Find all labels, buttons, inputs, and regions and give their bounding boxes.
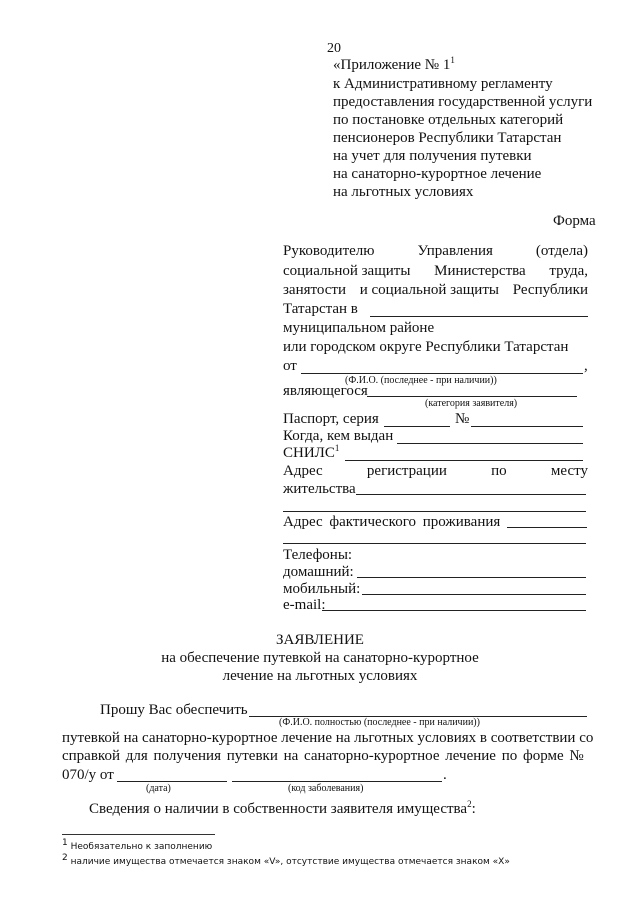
body-line-2: справкой для получения путевки на санаторно-курортное лечение по форме №: [62, 748, 584, 764]
registration-word: регистрации: [366, 463, 447, 479]
snils-line[interactable]: [345, 460, 583, 461]
property-footnote-mark: 2: [467, 799, 472, 809]
passport-series-label: Паспорт, серия: [283, 411, 379, 427]
snils-text: СНИЛС: [283, 445, 335, 461]
actual-address-line-2[interactable]: [283, 543, 586, 544]
registration-word: месту: [550, 463, 588, 479]
appendix-line: на льготных условиях: [333, 184, 474, 200]
statement-subtitle-1: на обеспечение путевкой на санаторно-курортное: [161, 650, 479, 666]
mobile-phone-line[interactable]: [362, 594, 586, 595]
statement-subtitle-2: лечение на льготных условиях: [222, 668, 418, 684]
addressee-line-4: Татарстан в: [283, 301, 358, 317]
appendix-line: пенсионеров Республики Татарстан: [333, 130, 562, 146]
addressee-line-3: [283, 281, 588, 299]
category-caption: (категория заявителя): [425, 398, 518, 409]
addressee-line-1: [283, 242, 588, 260]
registration-word: Адрес: [283, 463, 323, 479]
appendix-title-text: «Приложение № 1: [333, 57, 451, 73]
fio-full-caption: (Ф.И.О. полностью (последнее - при наличии)): [279, 717, 480, 728]
registration-row: [283, 462, 588, 480]
home-phone-label: домашний:: [283, 564, 354, 580]
disease-code-line[interactable]: [232, 781, 442, 782]
footnote-separator: [62, 834, 215, 835]
residence-label: жительства: [283, 481, 356, 497]
passport-number-label: №: [455, 411, 470, 427]
passport-series-line[interactable]: [384, 426, 450, 427]
snils-label: [283, 444, 339, 462]
addressee-word: Республики: [512, 282, 588, 298]
date-line[interactable]: [117, 781, 227, 782]
actual-address-label: Адрес фактического проживания: [283, 514, 501, 530]
appendix-title: [333, 56, 455, 74]
passport-number-line[interactable]: [471, 426, 583, 427]
appendix-line: по постановке отдельных категорий: [333, 112, 564, 128]
addressee-word: труда,: [549, 263, 588, 279]
from-label: от: [283, 358, 297, 374]
email-label: e-mail:: [283, 597, 326, 613]
property-heading: [89, 800, 476, 818]
footnote-1: [62, 838, 213, 853]
disease-code-caption: (код заболевания): [288, 783, 364, 794]
property-heading-colon: :: [471, 801, 476, 817]
addressee-word: занятости: [283, 282, 346, 298]
statement-title: ЗАЯВЛЕНИЕ: [276, 632, 364, 648]
addressee-word: (отдела): [535, 243, 588, 259]
addressee-word: Руководителю: [283, 243, 375, 259]
body-line-3: 070/у от: [62, 767, 114, 783]
footnote-1-text: Необязательно к заполнению: [70, 842, 213, 852]
applicant-name-line[interactable]: [301, 373, 583, 374]
footnote-2-text: наличие имущества отмечается знаком «V», отсутствие имущества отмечается знаком «Х»: [70, 857, 510, 867]
phones-label: Телефоны:: [283, 547, 353, 563]
mobile-phone-label: мобильный:: [283, 581, 361, 597]
property-heading-text: Сведения о наличии в собственности заявителя имущества: [89, 801, 468, 817]
category-line[interactable]: [367, 396, 577, 397]
page-number: 20: [327, 41, 341, 56]
issued-line[interactable]: [397, 443, 583, 444]
registration-word: по: [491, 463, 507, 479]
footnote-2-mark: 2: [62, 853, 68, 863]
addressee-word: социальной защиты: [283, 263, 411, 279]
appendix-line: предоставления государственной услуги: [333, 94, 593, 110]
appendix-footnote-mark: 1: [450, 55, 455, 65]
addressee-line-2: [283, 262, 588, 280]
fio-caption: (Ф.И.О. (последнее - при наличии)): [345, 375, 497, 386]
addressee-word: Управления: [417, 243, 493, 259]
appendix-line: на учет для получения путевки: [333, 148, 532, 164]
addressee-line-6: или городском округе Республики Татарстан: [283, 339, 569, 355]
being-label: являющегося: [283, 383, 368, 399]
email-line[interactable]: [322, 610, 586, 611]
snils-footnote-mark: 1: [334, 443, 340, 453]
addressee-word: и социальной защиты: [359, 282, 499, 298]
body-line-1: путевкой на санаторно-курортное лечение на льготных условиях в соответствии со: [62, 730, 594, 746]
home-phone-line[interactable]: [357, 577, 586, 578]
residence-line[interactable]: [356, 494, 586, 495]
region-input-line[interactable]: [370, 316, 588, 317]
addressee-word: Министерства: [434, 263, 526, 279]
body-line-3-end: .: [443, 767, 447, 783]
issued-label: Когда, кем выдан: [283, 428, 394, 444]
appendix-line: к Административному регламенту: [333, 76, 553, 92]
residence-line-2[interactable]: [283, 511, 586, 512]
footnote-2: [62, 853, 510, 868]
date-caption: (дата): [146, 783, 171, 794]
request-label: Прошу Вас обеспечить: [100, 702, 248, 718]
addressee-line-5: муниципальном районе: [283, 320, 435, 336]
appendix-line: на санаторно-курортное лечение: [333, 166, 542, 182]
form-label: Форма: [553, 213, 596, 229]
actual-address-line[interactable]: [507, 527, 587, 528]
footnote-1-mark: 1: [62, 838, 68, 848]
from-comma: ,: [584, 358, 588, 374]
